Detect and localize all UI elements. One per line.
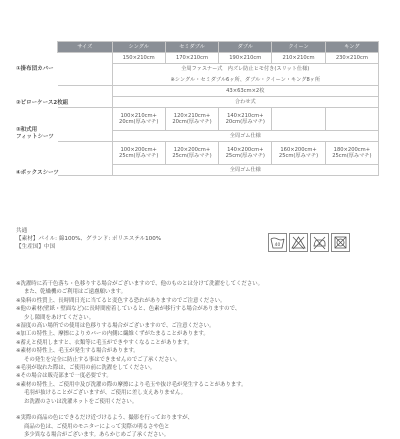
table-cell: 230×210cm (325, 53, 378, 64)
table-row (58, 53, 379, 64)
common-section (16, 227, 161, 251)
note-line: ※染料の性質上、長時間日光に当てると変色する恐れがありますのでご注意ください。 (16, 297, 226, 304)
origin-text: 【生産国】中国 (16, 244, 56, 250)
note-line: 少し隙間をあけてください。 (24, 314, 95, 321)
header-queen: クイーン (272, 42, 325, 53)
table-cell: 140×200cm+ 25cm(厚みマチ) (219, 142, 272, 165)
note-spacer (16, 406, 388, 414)
table-cell: 100×210cm+ 20cm(厚みマチ) (112, 108, 165, 131)
row-label-cell (58, 142, 113, 176)
row-label-comforter: ①掛布団カバー (16, 66, 54, 72)
empty-cell (325, 108, 378, 131)
table-cell: 150×210cm (112, 53, 165, 64)
table-cell: 210×210cm (272, 53, 325, 64)
note-line: また、乾燥機のご利用はご遠慮願います。 (24, 289, 126, 296)
note-line: ※素材の特性上、毛玉が発生する場合があります。 (16, 348, 139, 355)
header-single: シングル (112, 42, 165, 53)
iron-low-icon (310, 233, 329, 252)
row-label-fitted-2: フィットシーツ (16, 134, 54, 140)
no-dry-clean-icon (331, 233, 350, 252)
note-line: ※洗濯時に若干色落ち・色移りする場合がございますので、他のものとは分けて洗濯をしてください。 (16, 281, 263, 287)
note-line: ※蓄えと使用しますと、衣類等に毛玉ができやすくなることがあります。 (16, 339, 193, 346)
care-notes (16, 280, 388, 439)
row-label-pillow: ②ピローケース2枚組 (16, 100, 69, 106)
note-line: ※加工の特性上、摩擦によりカバーの内側に繊維くずがたまることがあります。 (16, 331, 209, 338)
table-cell: 160×200cm+ 25cm(厚みマチ) (272, 142, 325, 165)
row-label-cell (58, 53, 113, 86)
empty-cell (272, 108, 325, 131)
table-cell: 43×63cm×2枚 (112, 86, 378, 97)
table-cell: 100×200cm+ 25cm(厚みマチ) (112, 142, 165, 165)
table-cell: ※シングル・セミダブル6ヶ所、ダブル・クイーン・キング8ヶ所 (112, 75, 378, 86)
header-double: ダブル (219, 42, 272, 53)
size-table (57, 41, 379, 176)
note-line: ※他の素材(壁紙・壁面など)に長時間密着していると、色素が移行する場合がありますので、 (16, 306, 241, 313)
table-cell: 全周ゴム仕様 (112, 165, 378, 176)
table-row (58, 142, 379, 165)
table-cell: 120×200cm+ 25cm(厚みマチ) (165, 142, 218, 165)
note-line: ※毛羽が取れた際は、ご使用の前に洗濯をしてください。 (16, 365, 156, 372)
row-label-box: ④ボックスシーツ (16, 170, 59, 176)
note-line: 多少異なる場合がございます。あらかじめご了承ください。 (24, 431, 170, 438)
note-line: 商品の色は、ご使用のモニターによって実際の明るさや色と (24, 423, 170, 430)
header-semidouble: セミダブル (165, 42, 218, 53)
svg-text:40: 40 (274, 243, 281, 248)
table-cell: 全周ファスナー式 内ズレ防止ヒモ付き(スリット仕様) (112, 64, 378, 75)
note-line: ※素材の特性上、ご使用中及び洗濯の際の摩擦により毛玉や抜け毛が発生することがあります。 (16, 381, 247, 388)
note-line: ※湿度の高い場所での使用は色移りする場合がございますので、ご注意ください。 (16, 323, 215, 330)
table-row (58, 108, 379, 131)
common-title: 共通 (16, 228, 28, 234)
wash-tub-40-icon (268, 233, 287, 252)
table-cell: 190×210cm (219, 53, 272, 64)
header-size: サイズ (58, 42, 113, 53)
material-text: 【素材】パイル: 綿100%、グランド: ポリエステル100% (16, 236, 162, 242)
row-label-fitted-1: ③和式用 (16, 127, 38, 133)
note-line: 毛羽が抜けることがございますが、ご使用に差し支えありません。 (24, 390, 187, 397)
note-line: ※その場合は販売部まで一度必要です。 (16, 373, 112, 380)
table-cell: 140×210cm+ 20cm(厚みマチ) (219, 108, 272, 131)
table-cell: 170×210cm (165, 53, 218, 64)
table-cell: 全周ゴム仕様 (112, 131, 378, 142)
table-cell: 120×210cm+ 20cm(厚みマチ) (165, 108, 218, 131)
table-row (58, 86, 379, 97)
header-king: キング (325, 42, 378, 53)
table-cell: 180×200cm+ 25cm(厚みマチ) (325, 142, 378, 165)
note-line: ※実際の商品の色にできるだけ近づけるよう、撮影を行っておりますが、 (16, 415, 194, 422)
row-label-cell (58, 108, 113, 142)
table-cell: 合わせ式 (112, 97, 378, 108)
note-line: その発生を完全に防止する事はできませんのでご了承ください。 (24, 356, 181, 363)
note-line: お洗濯のさいは洗濯ネットをご使用ください。 (24, 398, 138, 405)
no-bleach-icon (289, 233, 308, 252)
table-header-row (58, 42, 379, 53)
